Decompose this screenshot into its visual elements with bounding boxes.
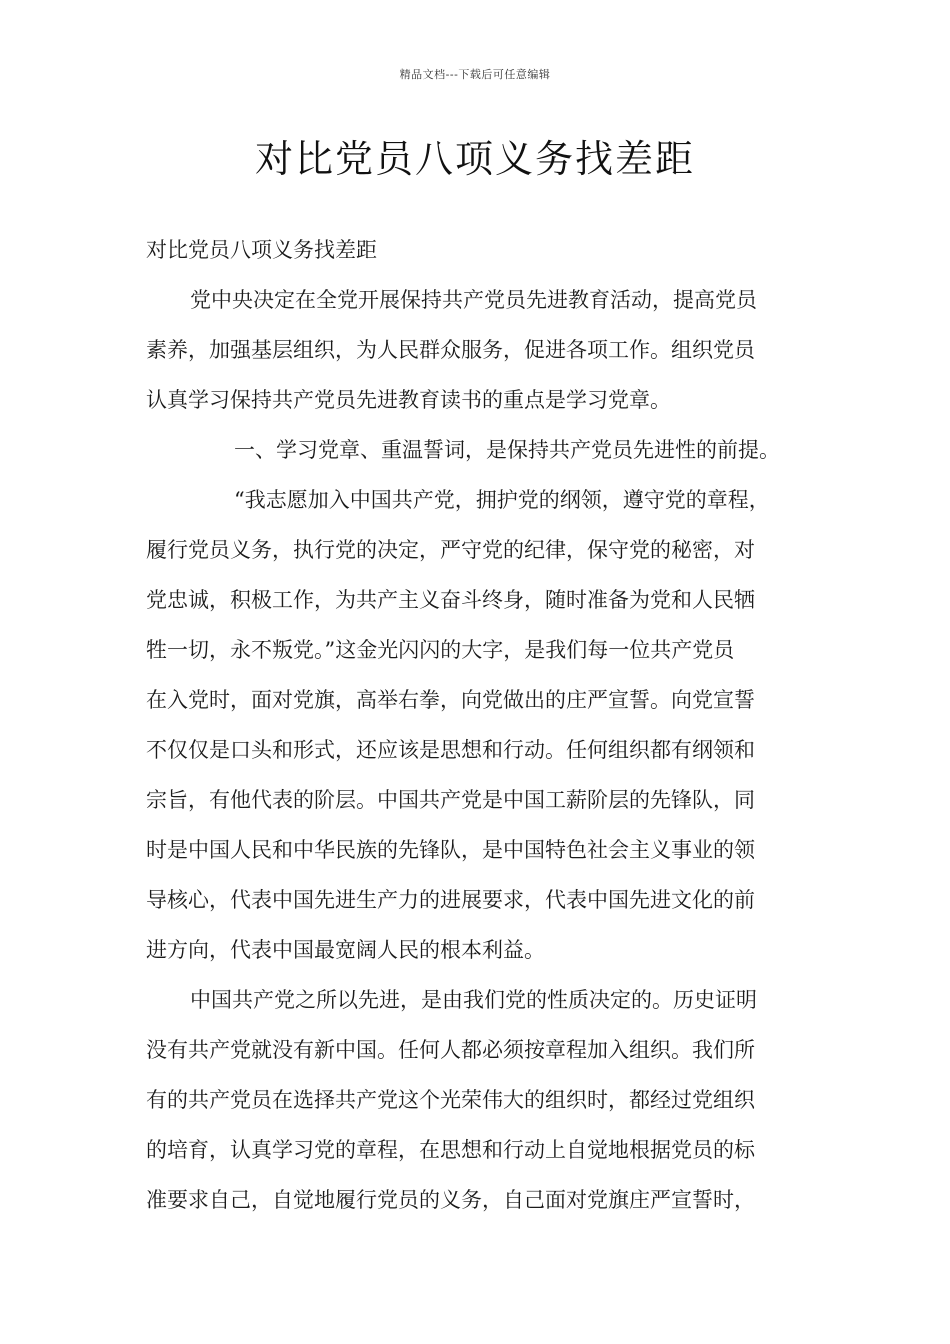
body-line: 没有共产党就没有新中国。任何人都必须按章程加入组织。我们所 [146, 1038, 755, 1062]
body-line: 党中央决定在全党开展保持共产党员先进教育活动，提高党员 [190, 288, 757, 312]
body-line: 中国共产党之所以先进，是由我们党的性质决定的。历史证明 [190, 988, 757, 1012]
body-line: 认真学习保持共产党员先进教育读书的重点是学习党章。 [146, 388, 671, 412]
body-line: 对比党员八项义务找差距 [146, 238, 377, 262]
body-line: 时是中国人民和中华民族的先锋队，是中国特色社会主义事业的领 [146, 838, 755, 862]
body-line: “我志愿加入中国共产党，拥护党的纲领，遵守党的章程， [234, 488, 770, 512]
body-line: 一、学习党章、重温誓词，是保持共产党员先进性的前提。 [234, 438, 780, 462]
body-line: 的培育，认真学习党的章程，在思想和行动上自觉地根据党员的标 [146, 1138, 755, 1162]
document-body [146, 232, 826, 1232]
body-line: 准要求自己，自觉地履行党员的义务，自己面对党旗庄严宣誓时， [146, 1188, 755, 1212]
body-line: 党忠诚，积极工作，为共产主义奋斗终身，随时准备为党和人民牺 [146, 588, 755, 612]
body-line: 有的共产党员在选择共产党这个光荣伟大的组织时，都经过党组织 [146, 1088, 755, 1112]
body-line: 素养，加强基层组织，为人民群众服务，促进各项工作。组织党员 [146, 338, 755, 362]
body-line: 牲一切，永不叛党。”这金光闪闪的大字，是我们每一位共产党员 [146, 638, 735, 662]
body-line: 履行党员义务，执行党的决定，严守党的纪律，保守党的秘密，对 [146, 538, 755, 562]
body-line: 不仅仅是口头和形式，还应该是思想和行动。任何组织都有纲领和 [146, 738, 755, 762]
body-line: 进方向，代表中国最宽阔人民的根本利益。 [146, 938, 545, 962]
document-title: 对比党员八项义务找差距 [254, 137, 695, 181]
header-note: 精品文档---下载后可任意编辑 [399, 68, 551, 81]
body-line: 宗旨，有他代表的阶层。中国共产党是中国工薪阶层的先锋队，同 [146, 788, 755, 812]
body-line: 在入党时，面对党旗，高举右拳，向党做出的庄严宣誓。向党宣誓 [146, 688, 755, 712]
body-line: 导核心，代表中国先进生产力的进展要求，代表中国先进文化的前 [146, 888, 755, 912]
